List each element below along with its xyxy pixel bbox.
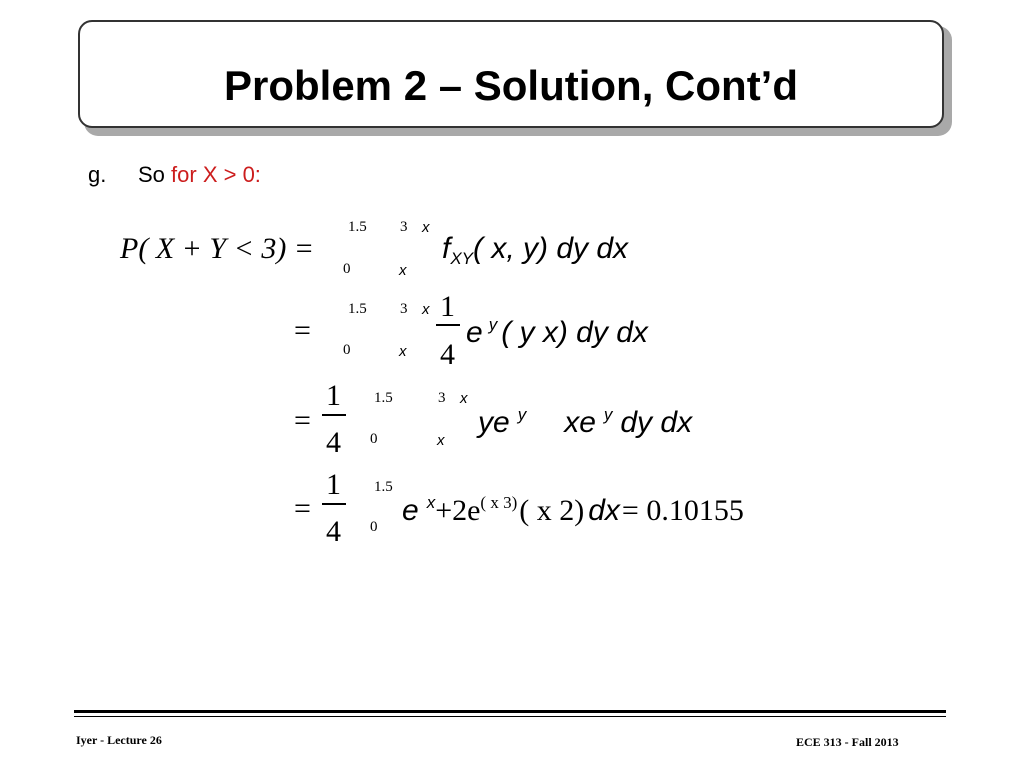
eq2-lower-outer: 0 (343, 342, 351, 358)
eq3-upper-outer: 1.5 (374, 390, 393, 406)
eq4-frac-den: 4 (326, 515, 341, 548)
eq1-upper-inner-var: x (422, 219, 430, 236)
eq2-integrand: e $^y$ ( y x) dy dx (466, 315, 648, 349)
eq4-integrand: e $^x+2e^{( x 3)}$( x 2) dx= 0.10155 (402, 493, 744, 527)
eq2-upper-inner-var: x (422, 301, 430, 318)
eq2-upper-inner-num: 3 (400, 301, 408, 317)
footer-divider-thin (74, 716, 946, 717)
eq1-lower-outer: 0 (343, 261, 351, 277)
bullet-prefix: So (138, 162, 172, 187)
eq4-lower: 0 (370, 519, 378, 535)
eq1-integrand: $f_{XY}$( x, y) dy dx (442, 232, 629, 268)
footer-right-text: ECE 313 - Fall 2013 (796, 735, 899, 749)
eq2-frac-den: 4 (440, 338, 455, 371)
bullet-text (138, 162, 261, 188)
eq4-equals: = (294, 492, 311, 525)
eq3-frac-den: 4 (326, 426, 341, 459)
eq3-upper-inner-var: x (460, 390, 468, 407)
eq4-upper: 1.5 (374, 479, 393, 495)
eq1-lhs: P( X + Y < 3) = (120, 232, 315, 265)
eq3-upper-inner-num: 3 (438, 390, 446, 406)
footer-left-text: Iyer - Lecture 26 (76, 733, 162, 747)
bullet-condition: for X > 0: (171, 162, 261, 187)
eq4-frac-num: 1 (326, 468, 341, 501)
bullet-letter: g. (88, 162, 107, 187)
eq2-lower-inner: x (399, 343, 407, 360)
eq2-upper-outer: 1.5 (348, 301, 367, 317)
eq4-fraction-bar (322, 503, 346, 505)
eq1-upper-outer: 1.5 (348, 219, 367, 235)
slide-title: Problem 2 – Solution, Cont’d (223, 62, 798, 109)
eq2-equals: = (294, 314, 311, 347)
eq2-fraction-bar (436, 324, 460, 326)
title-box (78, 20, 944, 128)
eq3-frac-num: 1 (326, 379, 341, 412)
eq3-integrand: ye $^y$ xe $^y$ dy dx (478, 405, 693, 439)
eq3-lower-inner: x (437, 432, 445, 449)
eq3-equals: = (294, 404, 311, 437)
eq1-lower-inner: x (399, 262, 407, 279)
footer-divider-thick (74, 710, 946, 713)
eq3-fraction-bar (322, 414, 346, 416)
eq3-lower-outer: 0 (370, 431, 378, 447)
eq1-upper-inner-num: 3 (400, 219, 408, 235)
eq2-frac-num: 1 (440, 290, 455, 323)
